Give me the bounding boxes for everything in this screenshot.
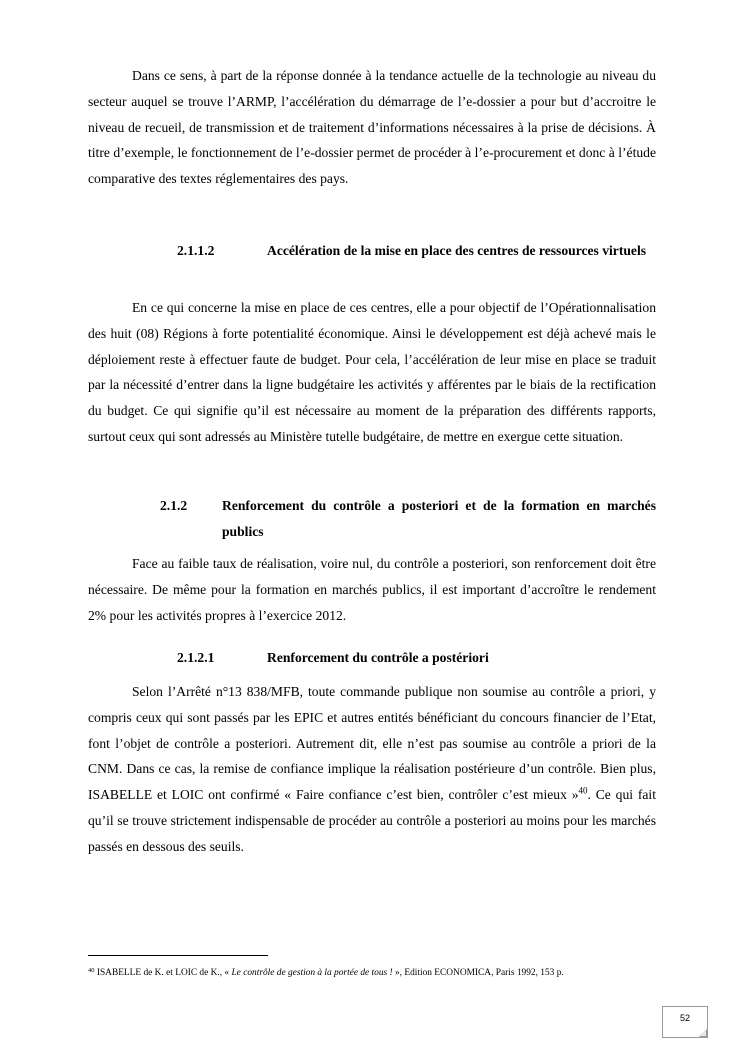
heading-2-1-2-number: 2.1.2 xyxy=(160,498,188,513)
footnote-book-title: Le contrôle de gestion à la portée de tous ! xyxy=(231,968,393,978)
footnote-number: 40 xyxy=(88,967,95,974)
heading-2-1-2-1-title: Renforcement du contrôle a postériori xyxy=(267,650,489,665)
footnote-authors: ISABELLE de K. et LOIC de K., « xyxy=(94,968,232,978)
paragraph-e-dossier: Dans ce sens, à part de la réponse donnée à la tendance actuelle de la technologie au niveau du secteur auquel se trouve l’ARMP, l’accélération du démarrage de l’e-dossier a pour but d’accroitre le niveau de recueil, de transmission et de traitement d’informations nécessaires à la prise de décisions. À titre d’exemple, le fonctionnement de l’e-dossier permet de procéder à l’e-procurement et donc à l’étude comparative des textes réglementaires des pays. xyxy=(88,68,656,187)
footnote-reference-40[interactable]: 40 xyxy=(578,785,588,796)
heading-2-1-2-1-number: 2.1.2.1 xyxy=(177,650,215,665)
page-curl-highlight xyxy=(699,1029,706,1036)
page-number-box xyxy=(662,1006,708,1038)
heading-2-1-1-2-number: 2.1.1.2 xyxy=(177,243,215,258)
footnote-40 xyxy=(88,967,688,979)
paragraph-arrete-text-2: . Ce qui fait qu’il se trouve strictement indispensable de procéder au contrôle a posteriori au moins pour les marchés passés en dessous des seuils. xyxy=(88,787,656,854)
paragraph-centres-ressources: En ce qui concerne la mise en place de ces centres, elle a pour objectif de l’Opérationnalisation des huit (08) Régions à forte potentialité économique. Ainsi le développement est déjà achevé mais le déploiement reste à effectuer faute de budget. Pour cela, l’accélération de leur mise en place se traduit par la nécessité d’entrer dans la ligne budgétaire les activités y afférentes par le biais de la rectification du budget. Ce qui signifie qu’il est nécessaire au moment de la préparation des différents rapports, surtout ceux qui sont adressés au Ministère tutelle budgétaire, de mettre en exergue cette situation. xyxy=(88,300,656,444)
footnote-separator xyxy=(88,955,268,956)
paragraph-arrete-text-1: Selon l’Arrêté n°13 838/MFB, toute commande publique non soumise au contrôle a priori, y compris ceux qui sont passés par les EPIC et autres entités bénéficiant du concours financier de l’Etat, font l’objet de contrôle a posteriori. Autrement dit, elle n’est pas soumise au contrôle a priori de la CNM. Dans ce cas, la remise de confiance implique la réalisation postérieure d’un contrôle. Bien plus, ISABELLE et LOIC ont confirmé « Faire confiance c’est bien, contrôler c’est mieux » xyxy=(88,684,656,803)
heading-2-1-2-title: Renforcement du contrôle a posteriori et de la formation en marchés publics xyxy=(222,498,656,539)
paragraph-faible-taux: Face au faible taux de réalisation, voire nul, du contrôle a posteriori, son renforcement doit être nécessaire. De même pour la formation en marchés publics, il est important d’accroître le rendement 2% pour les activités propres à l’exercice 2012. xyxy=(88,556,656,623)
paragraph-arrete xyxy=(88,679,656,860)
page-number: 52 xyxy=(679,1013,690,1023)
footnote-publication: », Edition ECONOMICA, Paris 1992, 153 p. xyxy=(392,968,564,978)
heading-2-1-1-2-title: Accélération de la mise en place des centres de ressources virtuels xyxy=(267,243,647,258)
